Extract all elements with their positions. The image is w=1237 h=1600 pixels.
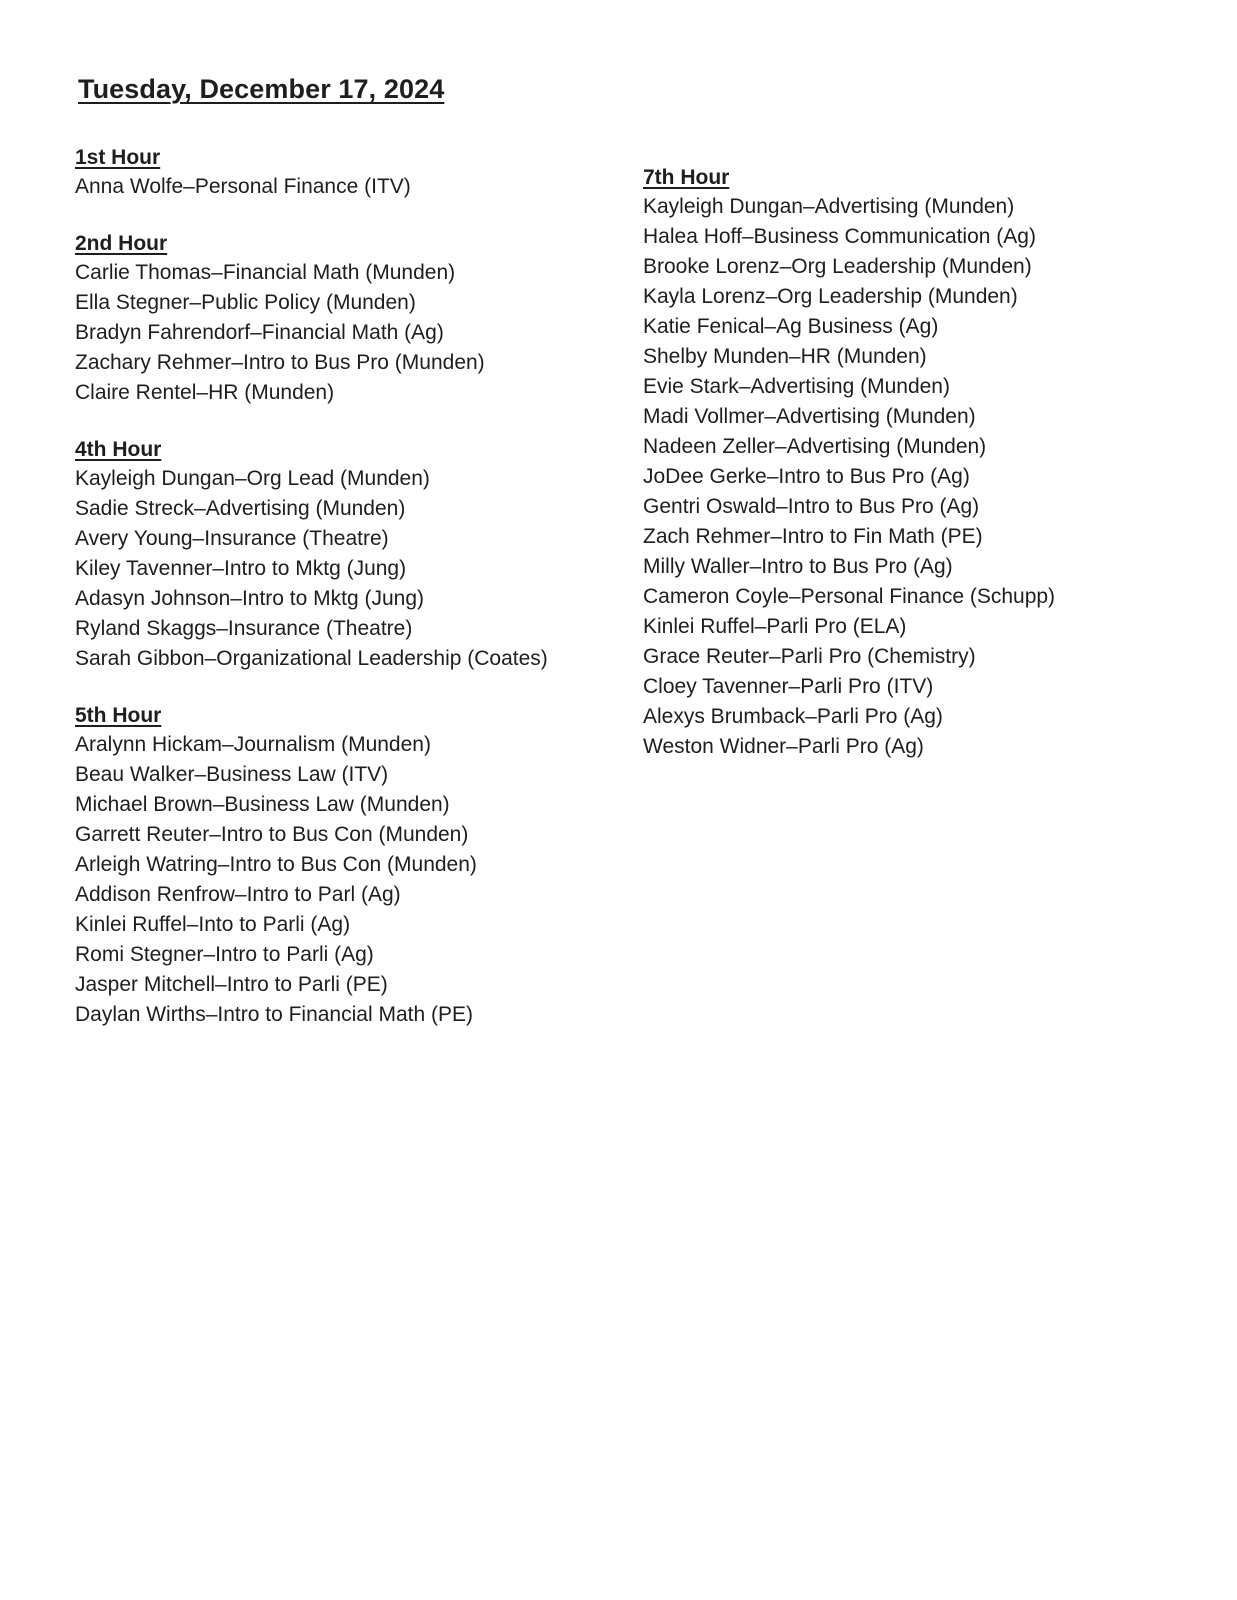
list-item: Garrett Reuter–Intro to Bus Con (Munden) [75, 823, 469, 846]
list-item: Madi Vollmer–Advertising (Munden) [643, 405, 976, 428]
page-title: Tuesday, December 17, 2024 [78, 74, 445, 104]
list-item: Katie Fenical–Ag Business (Ag) [643, 315, 939, 338]
hour-section-7th [643, 164, 1055, 762]
list-item: Ella Stegner–Public Policy (Munden) [75, 291, 416, 314]
list-item: Weston Widner–Parli Pro (Ag) [643, 735, 924, 758]
list-item: Aralynn Hickam–Journalism (Munden) [75, 733, 431, 756]
list-item: Zach Rehmer–Intro to Fin Math (PE) [643, 525, 983, 548]
list-item: Evie Stark–Advertising (Munden) [643, 375, 950, 398]
list-item: Jasper Mitchell–Intro to Parli (PE) [75, 973, 388, 996]
list-item: Sadie Streck–Advertising (Munden) [75, 497, 406, 520]
left-column [75, 144, 548, 1058]
list-item: Kinlei Ruffel–Parli Pro (ELA) [643, 615, 907, 638]
list-item: Milly Waller–Intro to Bus Pro (Ag) [643, 555, 953, 578]
list-item: Cloey Tavenner–Parli Pro (ITV) [643, 675, 934, 698]
list-item: Nadeen Zeller–Advertising (Munden) [643, 435, 987, 458]
list-item: Zachary Rehmer–Intro to Bus Pro (Munden) [75, 351, 485, 374]
hour-heading: 1st Hour [75, 146, 161, 169]
list-item: Avery Young–Insurance (Theatre) [75, 527, 389, 550]
list-item: Beau Walker–Business Law (ITV) [75, 763, 389, 786]
list-item: Kinlei Ruffel–Into to Parli (Ag) [75, 913, 351, 936]
hour-heading: 7th Hour [643, 166, 730, 189]
list-item: JoDee Gerke–Intro to Bus Pro (Ag) [643, 465, 970, 488]
list-item: Romi Stegner–Intro to Parli (Ag) [75, 943, 374, 966]
hour-heading: 5th Hour [75, 704, 162, 727]
list-item: Alexys Brumback–Parli Pro (Ag) [643, 705, 943, 728]
hour-heading: 4th Hour [75, 438, 162, 461]
list-item: Adasyn Johnson–Intro to Mktg (Jung) [75, 587, 425, 610]
list-item: Kayla Lorenz–Org Leadership (Munden) [643, 285, 1018, 308]
list-item: Sarah Gibbon–Organizational Leadership (Coates) [75, 647, 548, 670]
list-item: Michael Brown–Business Law (Munden) [75, 793, 450, 816]
entry-list [643, 192, 1055, 762]
hour-heading: 2nd Hour [75, 232, 168, 255]
list-item: Shelby Munden–HR (Munden) [643, 345, 927, 368]
list-item: Arleigh Watring–Intro to Bus Con (Munden) [75, 853, 477, 876]
list-item: Addison Renfrow–Intro to Parl (Ag) [75, 883, 401, 906]
hour-section-4th [75, 436, 548, 674]
list-item: Carlie Thomas–Financial Math (Munden) [75, 261, 456, 284]
entry-list [75, 258, 548, 408]
list-item: Bradyn Fahrendorf–Financial Math (Ag) [75, 321, 444, 344]
list-item: Anna Wolfe–Personal Finance (ITV) [75, 175, 411, 198]
entry-list [75, 172, 548, 202]
hour-section-1st [75, 144, 548, 202]
list-item: Daylan Wirths–Intro to Financial Math (PE) [75, 1003, 473, 1026]
entry-list [75, 464, 548, 674]
list-item: Ryland Skaggs–Insurance (Theatre) [75, 617, 413, 640]
list-item: Cameron Coyle–Personal Finance (Schupp) [643, 585, 1056, 608]
list-item: Brooke Lorenz–Org Leadership (Munden) [643, 255, 1032, 278]
list-item: Kiley Tavenner–Intro to Mktg (Jung) [75, 557, 407, 580]
entry-list [75, 730, 548, 1030]
list-item: Kayleigh Dungan–Org Lead (Munden) [75, 467, 430, 490]
list-item: Gentri Oswald–Intro to Bus Pro (Ag) [643, 495, 980, 518]
list-item: Claire Rentel–HR (Munden) [75, 381, 335, 404]
hour-section-5th [75, 702, 548, 1030]
list-item: Grace Reuter–Parli Pro (Chemistry) [643, 645, 976, 668]
right-column [643, 164, 1055, 790]
hour-section-2nd [75, 230, 548, 408]
list-item: Halea Hoff–Business Communication (Ag) [643, 225, 1036, 248]
list-item: Kayleigh Dungan–Advertising (Munden) [643, 195, 1015, 218]
